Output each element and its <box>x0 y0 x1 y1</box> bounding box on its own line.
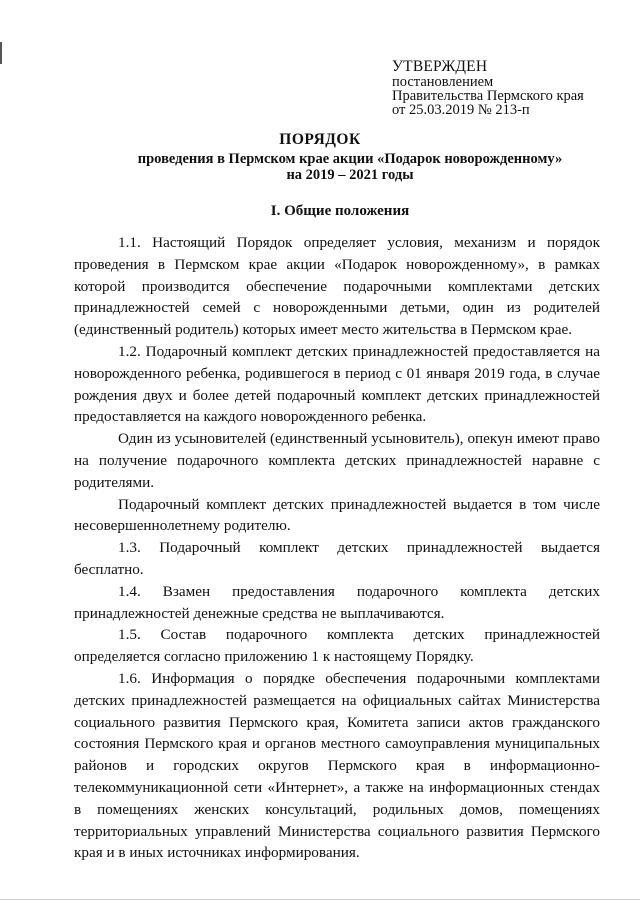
document-subtitle <box>60 151 640 183</box>
approval-line-3: от 25.03.2019 № 213-п <box>392 102 530 118</box>
page-bottom-edge <box>0 899 640 900</box>
paragraph-1-1: 1.1. Настоящий Порядок определяет условия, механизм и порядок проведения в Пермском крае акции «Подарок новорожденному», в рамках которой производится обеспечение подарочными комплектами детских принадлежностей семей с новорожденными детьми, один из родителей (единственный родитель) которых имеет место жительства в Пермском крае. <box>74 234 600 339</box>
paragraph-minor-parent: Подарочный комплект детских принадлежностей выдается в том числе несовершеннолетнему родителю. <box>74 495 600 535</box>
document-body <box>74 232 600 864</box>
paragraph-1-2: 1.2. Подарочный комплект детских принадлежностей предоставляется на новорожденного ребенка, родившегося в период с 01 января 2019 года, в случае рождения двух и более детей подарочный комплект детских принадлежностей предоставляется на каждого новорожденного ребенка. <box>74 342 600 426</box>
scan-edge-mark <box>0 42 2 64</box>
document-title: ПОРЯДОК <box>279 131 361 148</box>
paragraph-1-4: 1.4. Взамен предоставления подарочного комплекта детских принадлежностей денежные средства не выплачиваются. <box>74 582 600 622</box>
section-heading: I. Общие положения <box>270 203 410 219</box>
paragraph-1-6: 1.6. Информация о порядке обеспечения подарочными комплектами детских принадлежностей размещается на официальных сайтах Министерства социального развития Пермского края, Комитета записи актов гражданского состояния Пермского края и органов местного самоуправления муниципальных районов и городских округов Пермского края в информационно-телекоммуникационной сети «Интернет», а также на информационных стендах в помещениях женских консультаций, родильных домов, помещениях территориальных управлений Министерства социального развития Пермского края и в иных источниках информирования. <box>74 669 600 862</box>
approval-line-2: Правительства Пермского края <box>392 88 584 104</box>
approval-heading: УТВЕРЖДЕН <box>392 58 488 75</box>
paragraph-adopters: Один из усыновителей (единственный усыновитель), опекун имеют право на получение подарочного комплекта детских принадлежностей наравне с родителями. <box>74 430 600 491</box>
subtitle-line-1: проведения в Пермском крае акции «Подарок новорожденному» <box>137 151 563 167</box>
paragraph-1-3: 1.3. Подарочный комплект детских принадлежностей выдается бесплатно. <box>74 539 600 578</box>
paragraph-1-5: 1.5. Состав подарочного комплекта детских принадлежностей определяется согласно приложению 1 к настоящему Порядку. <box>74 626 600 666</box>
approval-line-1: постановлением <box>392 74 494 90</box>
subtitle-line-2: на 2019 – 2021 годы <box>286 167 414 183</box>
approval-stamp <box>392 60 584 117</box>
